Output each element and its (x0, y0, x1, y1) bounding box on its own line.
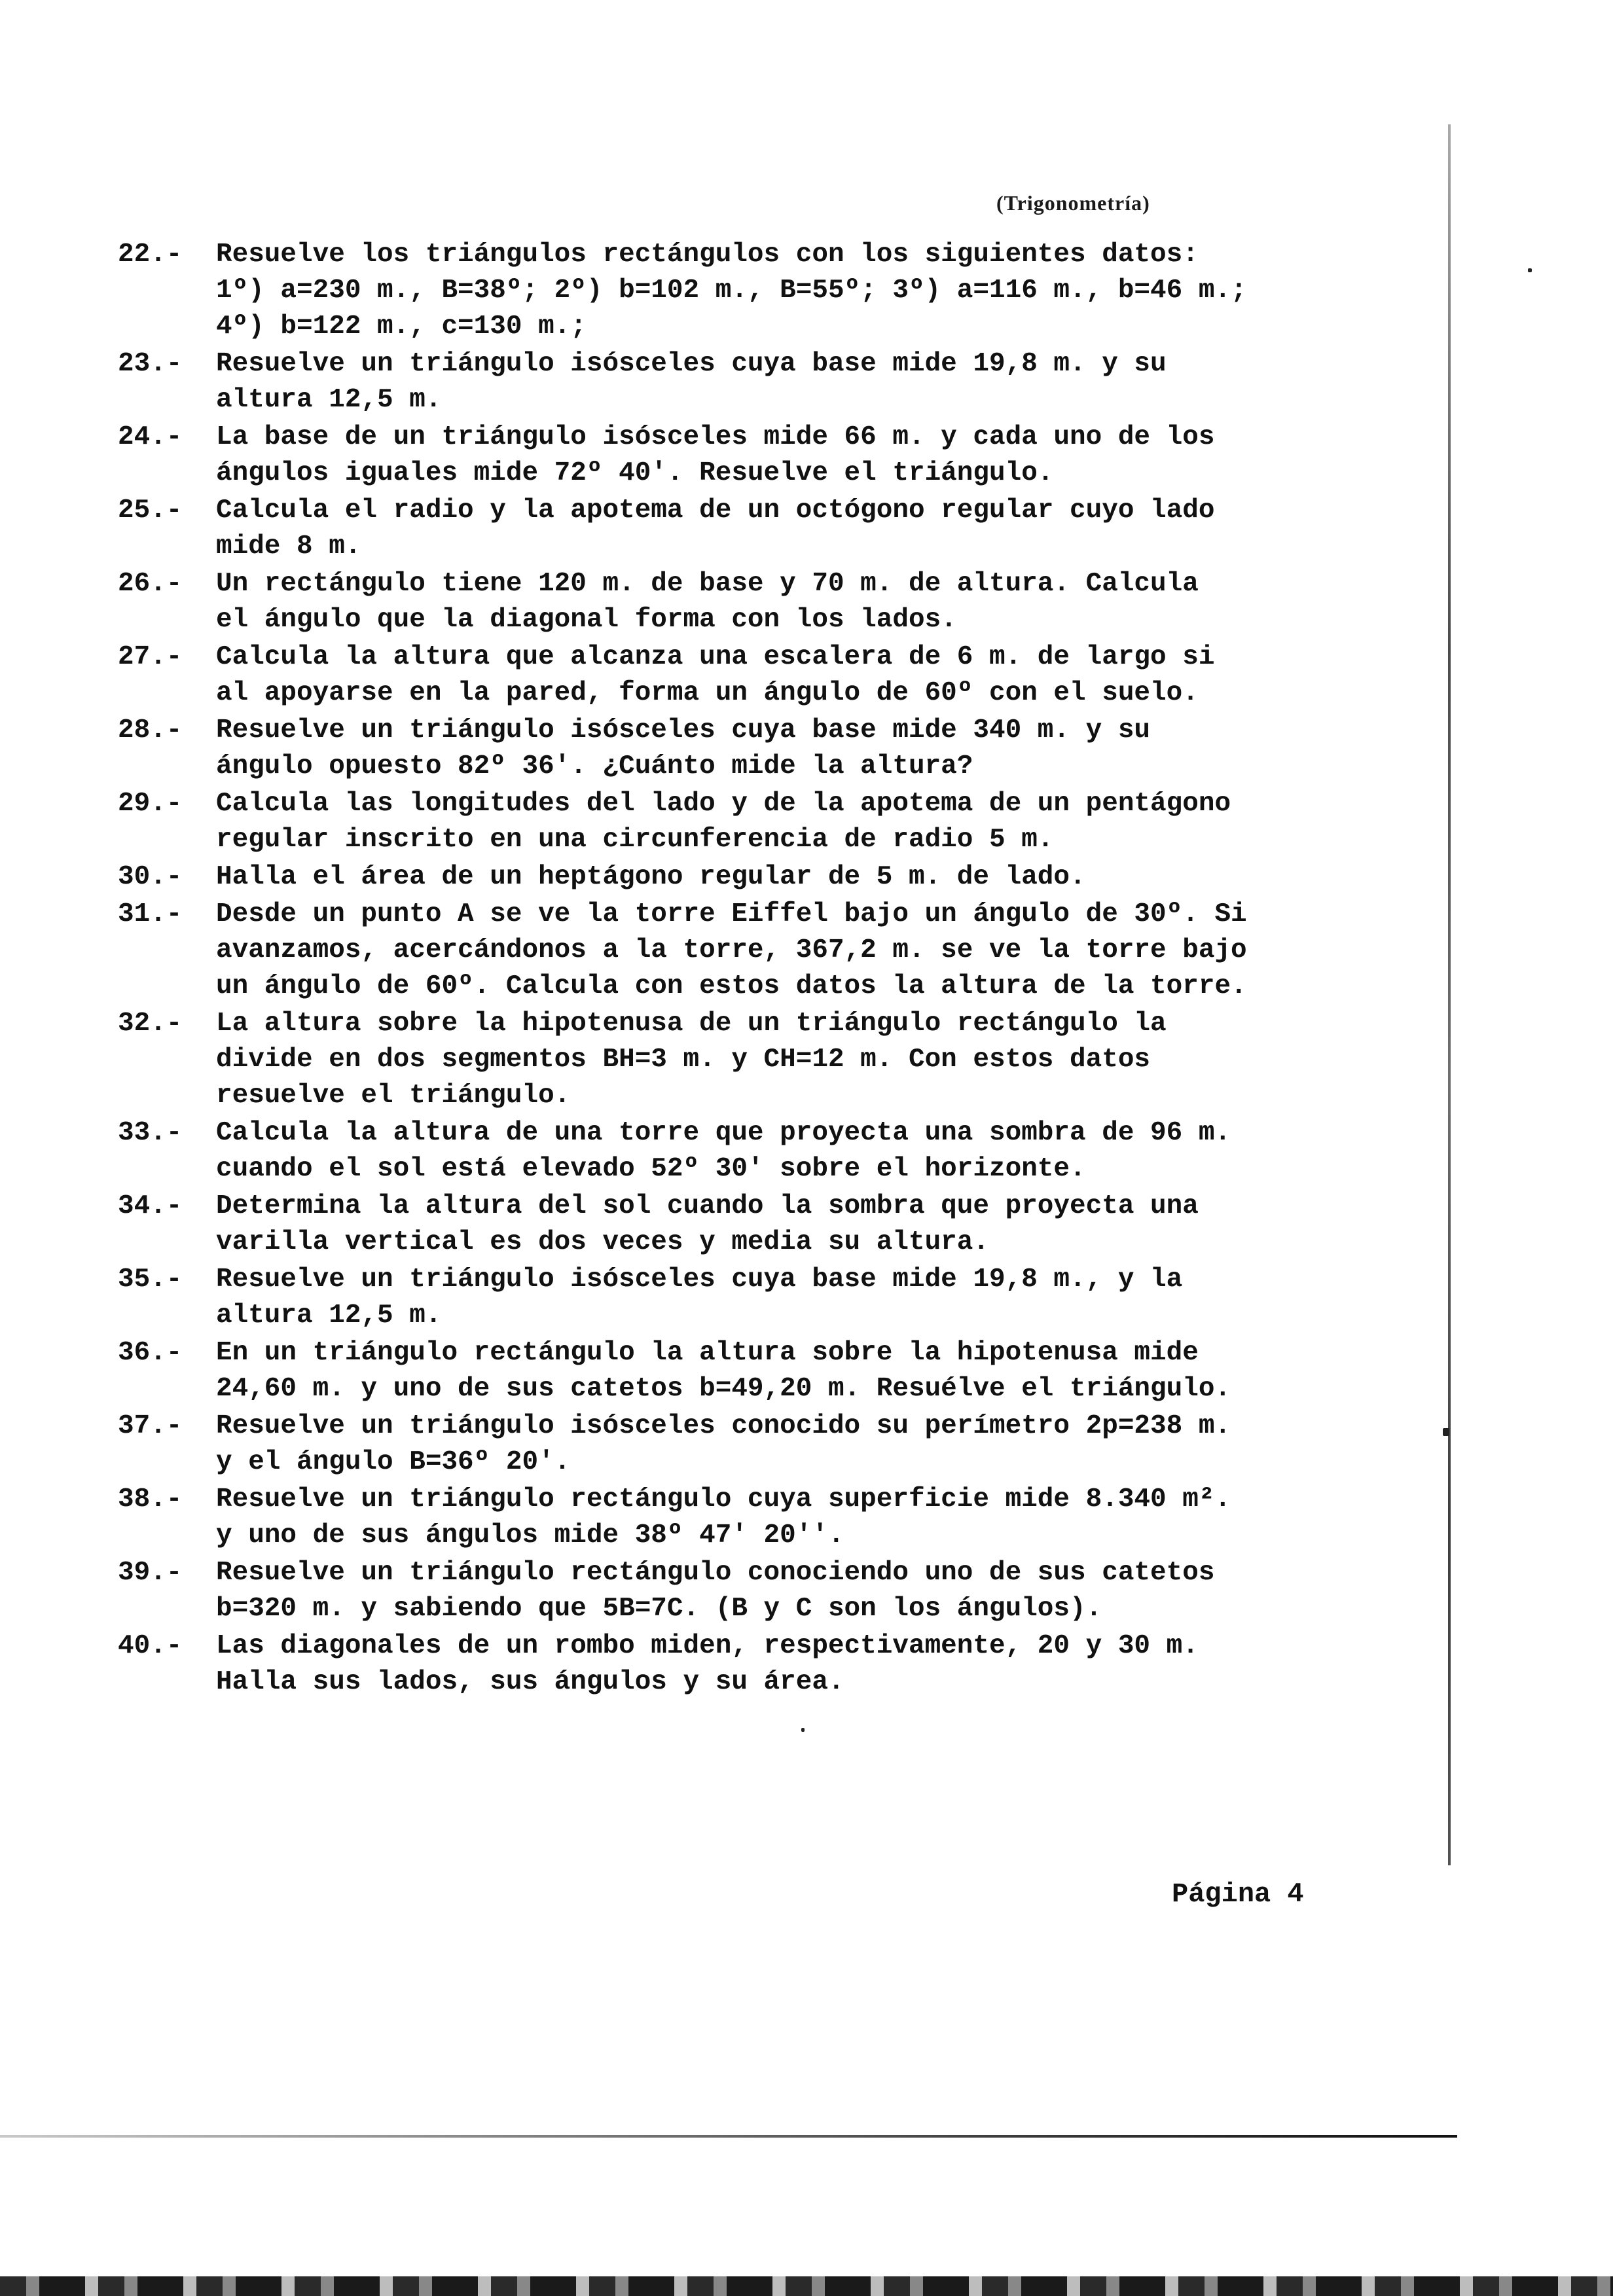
exercise-number: 29.- (118, 789, 183, 819)
exercise-line: 4º) b=122 m., c=130 m.; (216, 312, 587, 342)
exercise-text (216, 713, 1335, 785)
exercise-item (118, 713, 1335, 785)
exercise-text (216, 566, 1335, 638)
exercise-number: 35.- (118, 1265, 183, 1295)
exercise-number: 24.- (118, 422, 183, 452)
exercise-line: Calcula la altura de una torre que proyecta una sombra de 96 m. (216, 1118, 1231, 1148)
exercise-number: 39.- (118, 1558, 183, 1588)
exercise-line: cuando el sol está elevado 52º 30' sobre el horizonte. (216, 1154, 1086, 1184)
exercise-line: La altura sobre la hipotenusa de un triángulo rectángulo la (216, 1009, 1167, 1039)
exercise-text (216, 1628, 1335, 1700)
exercise-line: regular inscrito en una circunferencia de radio 5 m. (216, 825, 1054, 855)
exercise-number: 28.- (118, 715, 183, 745)
exercise-item (118, 1006, 1335, 1114)
exercise-line: Resuelve un triángulo rectángulo cuya superficie mide 8.340 m². (216, 1484, 1231, 1515)
exercise-item (118, 1335, 1335, 1407)
exercise-number: 40.- (118, 1631, 183, 1661)
exercise-line: Calcula la altura que alcanza una escalera de 6 m. de largo si (216, 642, 1215, 672)
exercise-line: varilla vertical es dos veces y media su altura. (216, 1227, 989, 1257)
scan-speck (801, 1728, 805, 1732)
exercise-item (118, 420, 1335, 492)
exercise-line: divide en dos segmentos BH=3 m. y CH=12 m. Con estos datos (216, 1045, 1151, 1075)
exercise-text (216, 1006, 1335, 1114)
exercise-item (118, 1262, 1335, 1334)
exercise-line: 24,60 m. y uno de sus catetos b=49,20 m. Resuélve el triángulo. (216, 1374, 1231, 1404)
exercise-item (118, 566, 1335, 638)
exercise-line: Resuelve un triángulo isósceles cuya base mide 19,8 m. y su (216, 349, 1167, 379)
exercise-line: En un triángulo rectángulo la altura sobre la hipotenusa mide (216, 1338, 1199, 1368)
page-number: Página 4 (1172, 1878, 1304, 1910)
scan-speck (1528, 268, 1532, 272)
exercise-text (216, 1189, 1335, 1261)
exercise-text (216, 1555, 1335, 1627)
exercise-text (216, 1262, 1335, 1334)
exercise-number: 32.- (118, 1009, 183, 1039)
exercise-number: 33.- (118, 1118, 183, 1148)
exercise-text (216, 639, 1335, 711)
exercise-text (216, 237, 1335, 345)
exercise-text (216, 1408, 1335, 1480)
exercise-line: Calcula las longitudes del lado y de la apotema de un pentágono (216, 789, 1231, 819)
exercise-number: 23.- (118, 349, 183, 379)
exercise-item (118, 493, 1335, 565)
exercise-number: 37.- (118, 1411, 183, 1441)
exercise-text (216, 420, 1335, 492)
subject-header: (Trigonometría) (996, 191, 1150, 215)
exercise-item (118, 1555, 1335, 1627)
exercise-line: resuelve el triángulo. (216, 1081, 571, 1111)
exercise-number: 30.- (118, 862, 183, 892)
exercise-line: La base de un triángulo isósceles mide 66 m. y cada uno de los (216, 422, 1215, 452)
scan-speck (1443, 1428, 1449, 1436)
exercise-item (118, 639, 1335, 711)
exercise-line: ángulos iguales mide 72º 40'. Resuelve el triángulo. (216, 458, 1054, 488)
scan-strip-bottom (0, 2276, 1613, 2296)
exercise-line: el ángulo que la diagonal forma con los lados. (216, 605, 957, 635)
exercise-text (216, 859, 1335, 895)
exercise-list (118, 237, 1335, 1702)
exercise-text (216, 1115, 1335, 1187)
exercise-item (118, 859, 1335, 895)
exercise-item (118, 1115, 1335, 1187)
exercise-line: Determina la altura del sol cuando la sombra que proyecta una (216, 1191, 1199, 1221)
exercise-line: 1º) a=230 m., B=38º; 2º) b=102 m., B=55º; 3º) a=116 m., b=46 m.; (216, 276, 1247, 306)
exercise-text (216, 493, 1335, 565)
exercise-line: Halla el área de un heptágono regular de 5 m. de lado. (216, 862, 1086, 892)
exercise-item (118, 1482, 1335, 1554)
exercise-line: un ángulo de 60º. Calcula con estos datos la altura de la torre. (216, 971, 1247, 1001)
exercise-number: 31.- (118, 899, 183, 929)
exercise-line: Resuelve un triángulo isósceles conocido su perímetro 2p=238 m. (216, 1411, 1231, 1441)
exercise-text (216, 1335, 1335, 1407)
exercise-item (118, 1628, 1335, 1700)
exercise-item (118, 1189, 1335, 1261)
exercise-number: 36.- (118, 1338, 183, 1368)
exercise-line: Las diagonales de un rombo miden, respectivamente, 20 y 30 m. (216, 1631, 1199, 1661)
exercise-number: 22.- (118, 240, 183, 270)
exercise-line: Desde un punto A se ve la torre Eiffel bajo un ángulo de 30º. Si (216, 899, 1247, 929)
exercise-line: altura 12,5 m. (216, 385, 442, 415)
exercise-item (118, 237, 1335, 345)
exercise-line: Halla sus lados, sus ángulos y su área. (216, 1667, 844, 1697)
exercise-item (118, 346, 1335, 418)
exercise-text (216, 786, 1335, 858)
exercise-text (216, 346, 1335, 418)
exercise-line: y uno de sus ángulos mide 38º 47' 20''. (216, 1520, 844, 1551)
exercise-line: mide 8 m. (216, 531, 361, 562)
exercise-item (118, 897, 1335, 1005)
exercise-number: 26.- (118, 569, 183, 599)
exercise-line: Un rectángulo tiene 120 m. de base y 70 m. de altura. Calcula (216, 569, 1199, 599)
exercise-line: Resuelve un triángulo isósceles cuya base mide 340 m. y su (216, 715, 1151, 745)
exercise-item (118, 786, 1335, 858)
exercise-number: 27.- (118, 642, 183, 672)
exercise-line: altura 12,5 m. (216, 1300, 442, 1331)
scan-edge-bottom (0, 2135, 1457, 2138)
exercise-text (216, 1482, 1335, 1554)
exercise-number: 25.- (118, 495, 183, 526)
exercise-number: 38.- (118, 1484, 183, 1515)
exercise-line: Calcula el radio y la apotema de un octógono regular cuyo lado (216, 495, 1215, 526)
exercise-line: ángulo opuesto 82º 36'. ¿Cuánto mide la altura? (216, 751, 973, 781)
exercise-line: al apoyarse en la pared, forma un ángulo de 60º con el suelo. (216, 678, 1199, 708)
exercise-text (216, 897, 1335, 1005)
exercise-line: Resuelve un triángulo rectángulo conociendo uno de sus catetos (216, 1558, 1215, 1588)
exercise-number: 34.- (118, 1191, 183, 1221)
exercise-line: y el ángulo B=36º 20'. (216, 1447, 571, 1477)
exercise-line: Resuelve un triángulo isósceles cuya base mide 19,8 m., y la (216, 1265, 1183, 1295)
exercise-line: b=320 m. y sabiendo que 5B=7C. (B y C son los ángulos). (216, 1594, 1102, 1624)
exercise-item (118, 1408, 1335, 1480)
exercise-line: Resuelve los triángulos rectángulos con los siguientes datos: (216, 240, 1199, 270)
exercise-line: avanzamos, acercándonos a la torre, 367,2 m. se ve la torre bajo (216, 935, 1247, 965)
scan-edge-right (1448, 124, 1451, 1865)
